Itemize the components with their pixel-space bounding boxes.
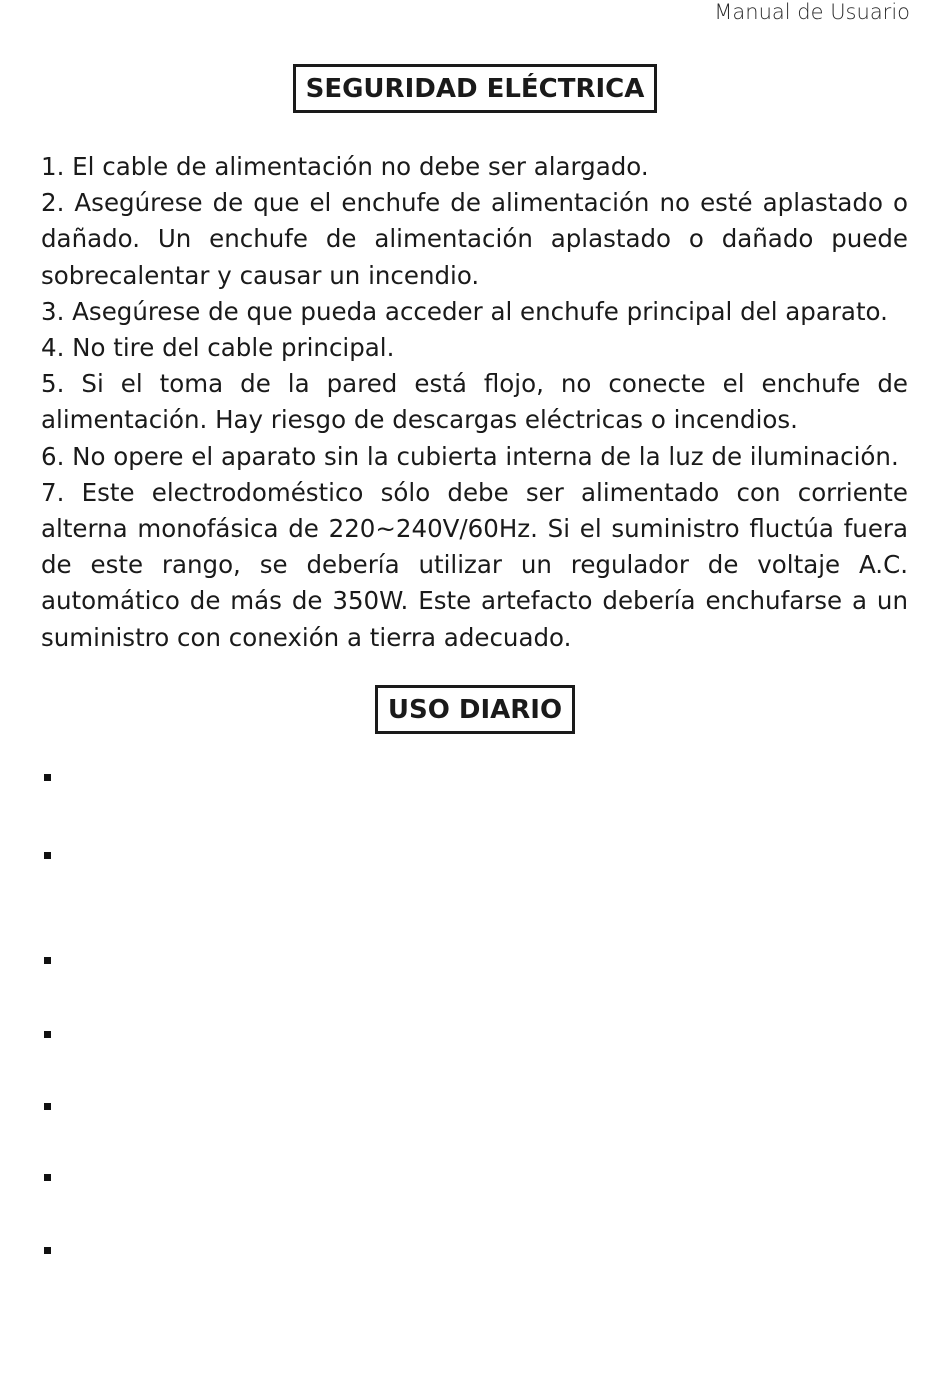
electrical-safety-heading-wrap — [0, 64, 950, 113]
bullet-marker — [44, 1247, 51, 1254]
bullet-marker — [44, 1103, 51, 1110]
list-item: 7. Este electrodoméstico sólo debe ser alimentado con corriente alterna monofásica de 220~240V/60Hz. Si el suministro fluctúa fuera de este rango, se debería utilizar un regulador de voltaje A.C. automático de más de 350W. Este artefacto debería enchufarse a un suministro con conexión a tierra adecuado. — [41, 477, 908, 652]
list-item: 5. Si el toma de la pared está flojo, no conecte el enchufe de alimentación. Hay riesgo de descargas eléctricas o incendios. — [41, 369, 908, 435]
list-item: 1. El cable de alimentación no debe ser alargado. — [41, 152, 649, 181]
electrical-safety-heading: SEGURIDAD ELÉCTRICA — [293, 64, 658, 113]
list-item: 2. Asegúrese de que el enchufe de alimentación no esté aplastado o dañado. Un enchufe de alimentación aplastado o dañado puede sobrecalentar y causar un incendio. — [41, 188, 908, 290]
list-item: 6. No opere el aparato sin la cubierta interna de la luz de iluminación. — [41, 441, 899, 471]
daily-use-heading-wrap — [0, 685, 950, 734]
bullet-marker — [44, 774, 51, 781]
bullet-marker — [44, 852, 51, 859]
bullet-marker — [44, 1031, 51, 1038]
daily-use-heading: USO DIARIO — [375, 685, 575, 734]
list-item: 4. No tire del cable principal. — [41, 333, 395, 363]
list-item: 3. Asegúrese de que pueda acceder al enchufe principal del aparato. — [41, 296, 888, 326]
bullet-marker — [44, 957, 51, 964]
document-header-label: Manual de Usuario — [714, 0, 910, 24]
bullet-marker — [44, 1174, 51, 1181]
electrical-safety-list — [41, 149, 908, 656]
